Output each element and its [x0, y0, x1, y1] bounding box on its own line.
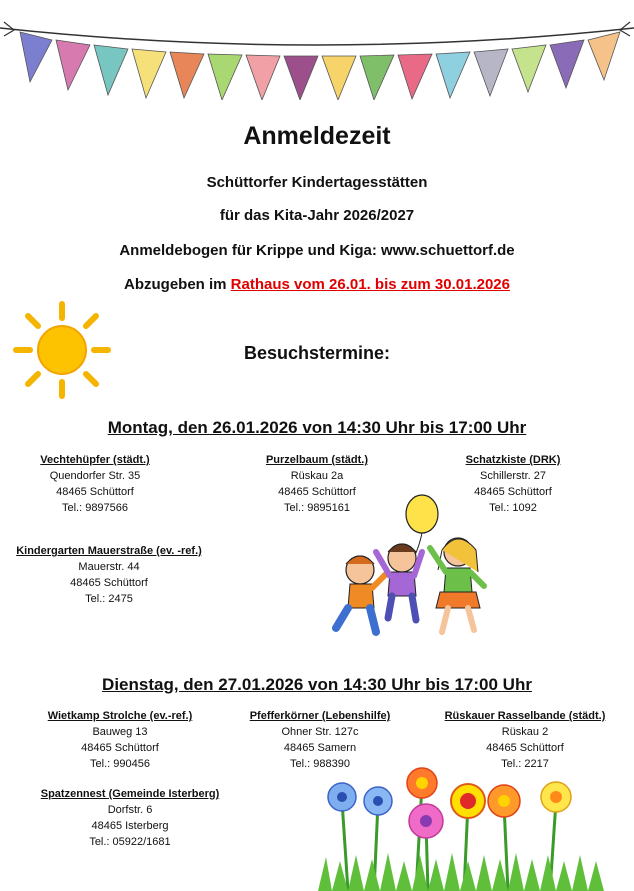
place-city: 48465 Isterberg: [91, 820, 169, 832]
place-phone: Tel.: 9897566: [61, 502, 129, 514]
place-city: 48465 Samern: [283, 742, 357, 754]
place-city: 48465 Schüttorf: [70, 577, 148, 589]
place-card: [20, 786, 240, 850]
place-card: [4, 543, 214, 607]
place-city: 48465 Schüttorf: [81, 742, 159, 754]
place-name: Rüskauer Rasselbande (städt.): [444, 710, 606, 722]
place-street: Mauerstr. 44: [78, 561, 140, 573]
place-street: Quendorfer Str. 35: [49, 470, 141, 482]
place-phone: Tel.: 988390: [290, 758, 350, 770]
place-street: Rüskau 2: [501, 726, 549, 738]
place-phone: Tel.: 9895161: [283, 502, 351, 514]
submission-dates: Rathaus vom 26.01. bis zum 30.01.2026: [230, 276, 510, 293]
day2-heading: Dienstag, den 27.01.2026 von 14:30 Uhr bis 17:00 Uhr: [102, 675, 532, 694]
place-street: Dorfstr. 6: [107, 804, 153, 816]
place-street: Ohner Str. 127c: [281, 726, 359, 738]
place-street: Schillerstr. 27: [479, 470, 547, 482]
page-title: Anmeldezeit: [243, 122, 391, 150]
day1-heading: Montag, den 26.01.2026 von 14:30 Uhr bis 17:00 Uhr: [107, 418, 527, 437]
subtitle-year: für das Kita-Jahr 2026/2027: [219, 207, 415, 224]
place-card: [20, 452, 170, 516]
subtitle-form: Anmeldebogen für Krippe und Kiga: www.schuettorf.de: [119, 242, 515, 259]
place-phone: Tel.: 05922/1681: [89, 836, 171, 848]
place-name: Kindergarten Mauerstraße (ev. -ref.): [16, 545, 202, 557]
place-phone: Tel.: 2217: [501, 758, 549, 770]
place-phone: Tel.: 1092: [489, 502, 537, 514]
flowers-illustration: [318, 761, 618, 891]
place-card: [30, 708, 210, 772]
children-balloon-illustration: [318, 492, 498, 652]
place-street: Bauweg 13: [92, 726, 148, 738]
place-name: Vechtehüpfer (städt.): [40, 454, 150, 466]
submission-note: [0, 276, 634, 293]
place-name: Wietkamp Strolche (ev.-ref.): [47, 710, 193, 722]
place-name: Spatzennest (Gemeinde Isterberg): [40, 788, 220, 800]
place-phone: Tel.: 2475: [85, 593, 133, 605]
subtitle-kitas: Schüttorfer Kindertagesstätten: [206, 174, 428, 191]
visit-dates-heading: Besuchstermine:: [243, 343, 391, 363]
bunting-illustration: [0, 0, 634, 100]
place-city: 48465 Schüttorf: [486, 742, 564, 754]
place-name: Pfefferkörner (Lebenshilfe): [249, 710, 391, 722]
place-name: Purzelbaum (städt.): [265, 454, 369, 466]
place-name: Schatzkiste (DRK): [465, 454, 561, 466]
place-phone: Tel.: 990456: [90, 758, 150, 770]
place-street: Rüskau 2a: [290, 470, 344, 482]
place-city: 48465 Schüttorf: [278, 486, 356, 498]
place-city: 48465 Schüttorf: [474, 486, 552, 498]
place-city: 48465 Schüttorf: [56, 486, 134, 498]
submission-prefix: Abzugeben im: [124, 276, 231, 293]
